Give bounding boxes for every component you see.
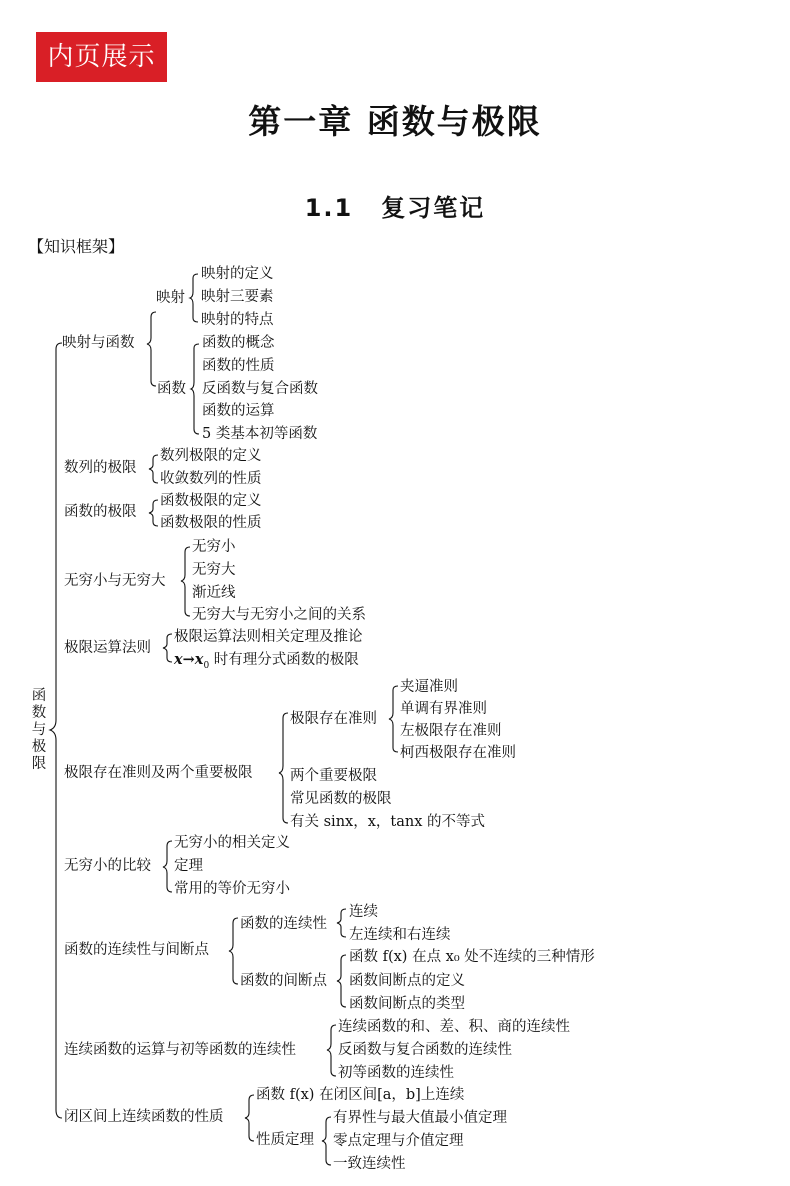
node-inf-small: 无穷小 [192, 539, 236, 555]
node-left-limit: 左极限存在准则 [400, 723, 502, 739]
node-inf-large: 无穷大 [192, 562, 236, 578]
node-cmp-equiv: 常用的等价无穷小 [174, 881, 290, 897]
node-two-limits: 两个重要极限 [290, 768, 377, 784]
node-cmp-def: 无穷小的相关定义 [174, 835, 290, 851]
section-name: 复习笔记 [381, 194, 486, 222]
node-cauchy: 柯西极限存在准则 [400, 745, 516, 761]
node-cont-ops: 连续函数的运算与初等函数的连续性 [64, 1042, 296, 1058]
node-limit-rules: 极限运算法则 [64, 640, 151, 656]
node-func-inverse: 反函数与复合函数 [202, 381, 318, 397]
node-cmp-thm: 定理 [174, 858, 203, 874]
node-infinitesimal: 无穷小与无穷大 [64, 573, 166, 589]
node-func-prop: 函数的性质 [202, 358, 275, 374]
node-ops-elem: 初等函数的连续性 [338, 1065, 454, 1081]
node-seq-def: 数列极限的定义 [160, 448, 262, 464]
node-inf-relation: 无穷大与无穷小之间的关系 [192, 607, 366, 623]
node-flim-def: 函数极限的定义 [160, 493, 262, 509]
node-func-basic: 5 类基本初等函数 [202, 426, 318, 442]
node-rules-rational [174, 650, 359, 676]
banner-label: 内页展示 [36, 32, 167, 82]
node-criteria-sub: 极限存在准则 [290, 711, 377, 727]
section-number: 1.1 [304, 194, 354, 222]
node-mapping-def: 映射的定义 [201, 266, 274, 282]
node-common-limits: 常见函数的极限 [290, 791, 392, 807]
node-mapping-function: 映射与函数 [62, 335, 135, 351]
node-asymptote: 渐近线 [192, 585, 236, 601]
subscript-zero: 0 [203, 660, 210, 671]
node-prop-uniform: 一致连续性 [333, 1156, 406, 1172]
node-mapping-feat: 映射的特点 [201, 312, 274, 328]
node-mapping: 映射 [156, 290, 185, 306]
node-closed: 闭区间上连续函数的性质 [64, 1109, 224, 1125]
node-prop-bounded: 有界性与最大值最小值定理 [333, 1110, 507, 1126]
node-cont: 连续 [349, 904, 378, 920]
node-flim-prop: 函数极限的性质 [160, 515, 262, 531]
rational-text: 时有理分式函数的极限 [209, 652, 359, 668]
node-prop-zero: 零点定理与介值定理 [333, 1133, 464, 1149]
chapter-title: 第一章 函数与极限 [248, 102, 542, 141]
node-func-limit: 函数的极限 [64, 504, 137, 520]
root-topic: 函 数 与 极 限 [31, 688, 47, 772]
limit-expression: x→x [174, 651, 204, 668]
node-cont-lr: 左连续和右连续 [349, 927, 451, 943]
node-disc-three: 函数 f(x) 在点 x₀ 处不连续的三种情形 [349, 949, 595, 965]
node-closed-cont: 函数 f(x) 在闭区间[a，b]上连续 [256, 1087, 465, 1103]
node-compare: 无穷小的比较 [64, 858, 151, 874]
node-criteria: 极限存在准则及两个重要极限 [64, 765, 253, 781]
knowledge-frame-label: 【知识框架】 [28, 237, 125, 256]
node-squeeze: 夹逼准则 [400, 679, 458, 695]
node-continuity: 函数的连续性与间断点 [64, 942, 209, 958]
node-cont-sub: 函数的连续性 [240, 916, 327, 932]
node-seq-limit: 数列的极限 [64, 460, 137, 476]
node-disc-type: 函数间断点的类型 [349, 996, 465, 1012]
node-closed-prop: 性质定理 [256, 1132, 314, 1148]
node-func-concept: 函数的概念 [202, 335, 275, 351]
node-function: 函数 [157, 381, 186, 397]
node-monotone: 单调有界准则 [400, 701, 487, 717]
node-disc-def: 函数间断点的定义 [349, 973, 465, 989]
node-mapping-three: 映射三要素 [201, 289, 274, 305]
node-discontinuity: 函数的间断点 [240, 973, 327, 989]
node-func-ops: 函数的运算 [202, 403, 275, 419]
node-ops-inverse: 反函数与复合函数的连续性 [338, 1042, 512, 1058]
node-ops-arith: 连续函数的和、差、积、商的连续性 [338, 1019, 570, 1035]
node-rules-thm: 极限运算法则相关定理及推论 [174, 629, 363, 645]
node-inequality: 有关 sinx，x，tanx 的不等式 [290, 814, 485, 830]
node-seq-conv: 收敛数列的性质 [160, 471, 262, 487]
